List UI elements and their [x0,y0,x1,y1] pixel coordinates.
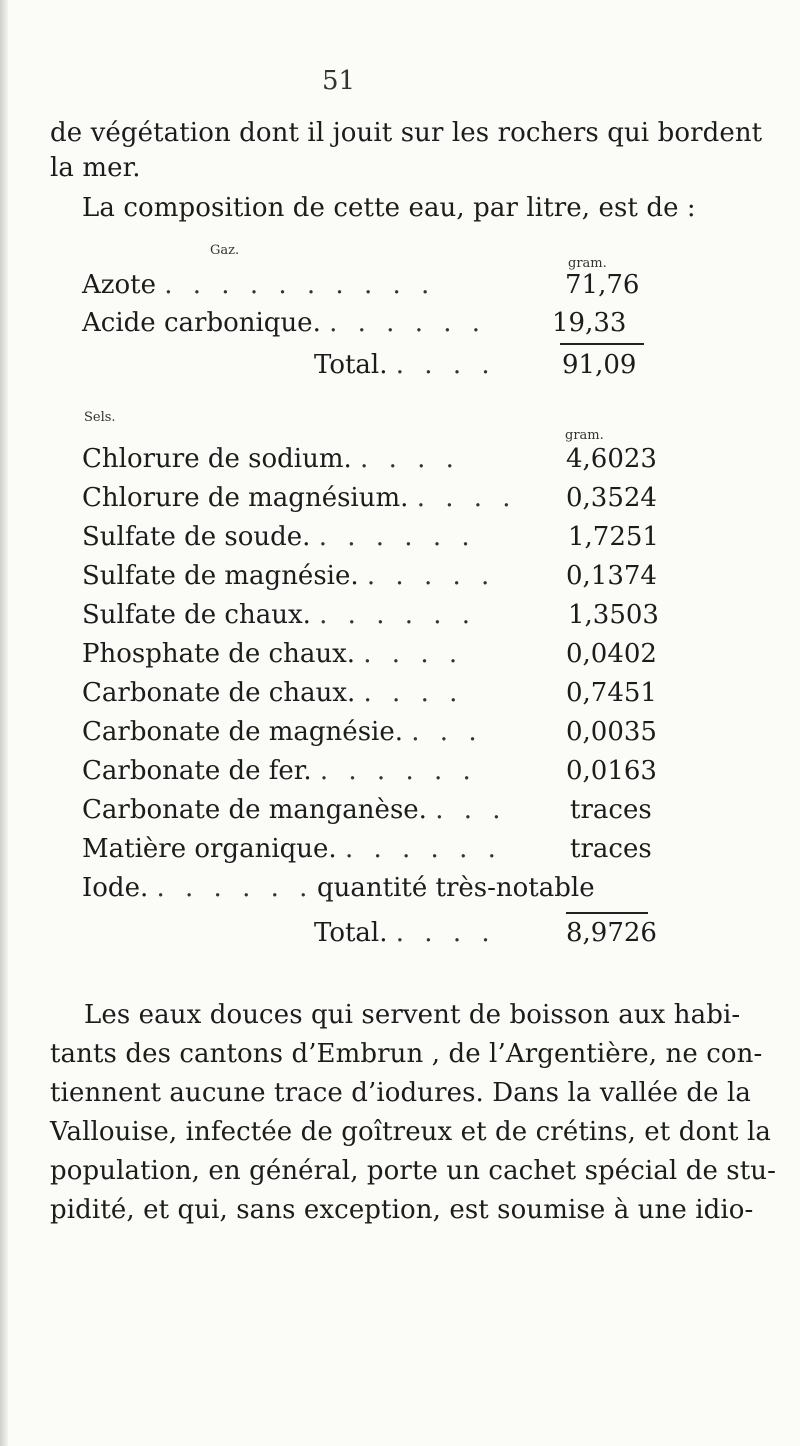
gas-total-value: 91,09 [562,350,637,380]
gas-total-row [314,350,496,380]
salt-value-chlorure-sodium: 4,6023 [566,444,657,474]
gas-unit: gram. [568,256,607,271]
gas-row-acide-carbonique [82,308,486,338]
row-leader: . . . [411,717,483,747]
intro-line-1: de végétation dont il jouit sur les rochers qui bordent [50,118,763,148]
row-label: Phosphate de chaux. [82,639,355,669]
salt-row-carbonate-chaux [82,678,463,708]
total-leader: . . . . [395,350,496,380]
row-label: Carbonate de manganèse. [82,795,427,825]
salt-value-carbonate-chaux: 0,7451 [566,678,657,708]
row-label: Azote [82,270,156,300]
salt-row-sulfate-magnesie [82,561,495,591]
salts-total-rule [566,912,648,914]
salt-value-carbonate-magnesie: 0,0035 [566,717,657,747]
row-leader: . . . . . . [319,600,477,630]
salt-value-iode: quantité très-notable [317,873,595,903]
salt-row-sulfate-soude [82,522,476,552]
row-leader: . . . [435,795,507,825]
row-leader: . . . . . . [319,756,477,786]
row-label: Chlorure de magnésium. [82,483,409,513]
salt-row-carbonate-fer [82,756,477,786]
page-gutter-shadow [0,0,8,1446]
row-leader: . . . . . [366,561,496,591]
gas-value-acide-carbonique: 19,33 [552,308,627,338]
row-leader: . . . . . . . . . . [164,270,436,300]
closing-line-2: tants des cantons d’Embrun , de l’Argentière, ne con- [50,1039,763,1069]
salt-value-phosphate-chaux: 0,0402 [566,639,657,669]
salt-value-sulfate-magnesie: 0,1374 [566,561,657,591]
row-leader: . . . . [360,444,460,474]
salt-value-matiere-organique: traces [570,834,652,864]
salts-unit: gram. [565,428,604,443]
row-leader: . . . . . . [318,522,476,552]
row-label: Matière organique. [82,834,337,864]
salt-row-carbonate-manganese [82,795,507,825]
salt-row-matiere-organique [82,834,502,864]
total-label: Total. [314,918,388,948]
salt-row-carbonate-magnesie [82,717,483,747]
intro-line-2: la mer. [50,153,141,183]
salt-row-chlorure-sodium [82,444,460,474]
salts-total-row [314,918,496,948]
row-label: Carbonate de fer. [82,756,312,786]
salt-value-sulfate-chaux: 1,3503 [568,600,659,630]
salt-value-carbonate-manganese: traces [570,795,652,825]
intro-line-3: La composition de cette eau, par litre, est de : [82,193,696,223]
salt-row-chlorure-magnesium [82,483,517,513]
salt-row-sulfate-chaux [82,600,476,630]
closing-line-6: pidité, et qui, sans exception, est soumise à une idio- [50,1195,754,1225]
page-number: 51 [322,66,356,96]
gas-heading: Gaz. [210,243,240,258]
closing-line-1: Les eaux douces qui servent de boisson aux habi- [84,1000,741,1030]
closing-line-5: population, en général, porte un cachet spécial de stu- [50,1156,777,1186]
row-leader: . . . . . . [156,873,314,903]
total-label: Total. [314,350,388,380]
salt-row-iode [82,873,313,903]
row-leader: . . . . . . [329,308,487,338]
row-label: Sulfate de soude. [82,522,311,552]
gas-value-azote: 71,76 [565,270,640,300]
row-label: Sulfate de chaux. [82,600,311,630]
closing-line-3: tiennent aucune trace d’iodures. Dans la vallée de la [50,1078,752,1108]
row-label: Sulfate de magnésie. [82,561,359,591]
salts-total-value: 8,9726 [566,918,657,948]
row-leader: . . . . . . [344,834,502,864]
row-label: Carbonate de chaux. [82,678,356,708]
salt-value-carbonate-fer: 0,0163 [566,756,657,786]
row-leader: . . . . [363,639,464,669]
salt-value-chlorure-magnesium: 0,3524 [566,483,657,513]
gas-total-rule [560,343,644,345]
row-label: Iode. [82,873,149,903]
row-label: Carbonate de magnésie. [82,717,404,747]
total-leader: . . . . [395,918,496,948]
row-label: Acide carbonique. [82,308,321,338]
salts-heading: Sels. [84,410,116,425]
closing-line-4: Vallouise, infectée de goîtreux et de crétins, et dont la [50,1117,771,1147]
salt-value-sulfate-soude: 1,7251 [568,522,659,552]
row-leader: . . . . [363,678,464,708]
salt-row-phosphate-chaux [82,639,463,669]
row-leader: . . . . [416,483,517,513]
gas-row-azote [82,270,435,300]
row-label: Chlorure de sodium. [82,444,352,474]
